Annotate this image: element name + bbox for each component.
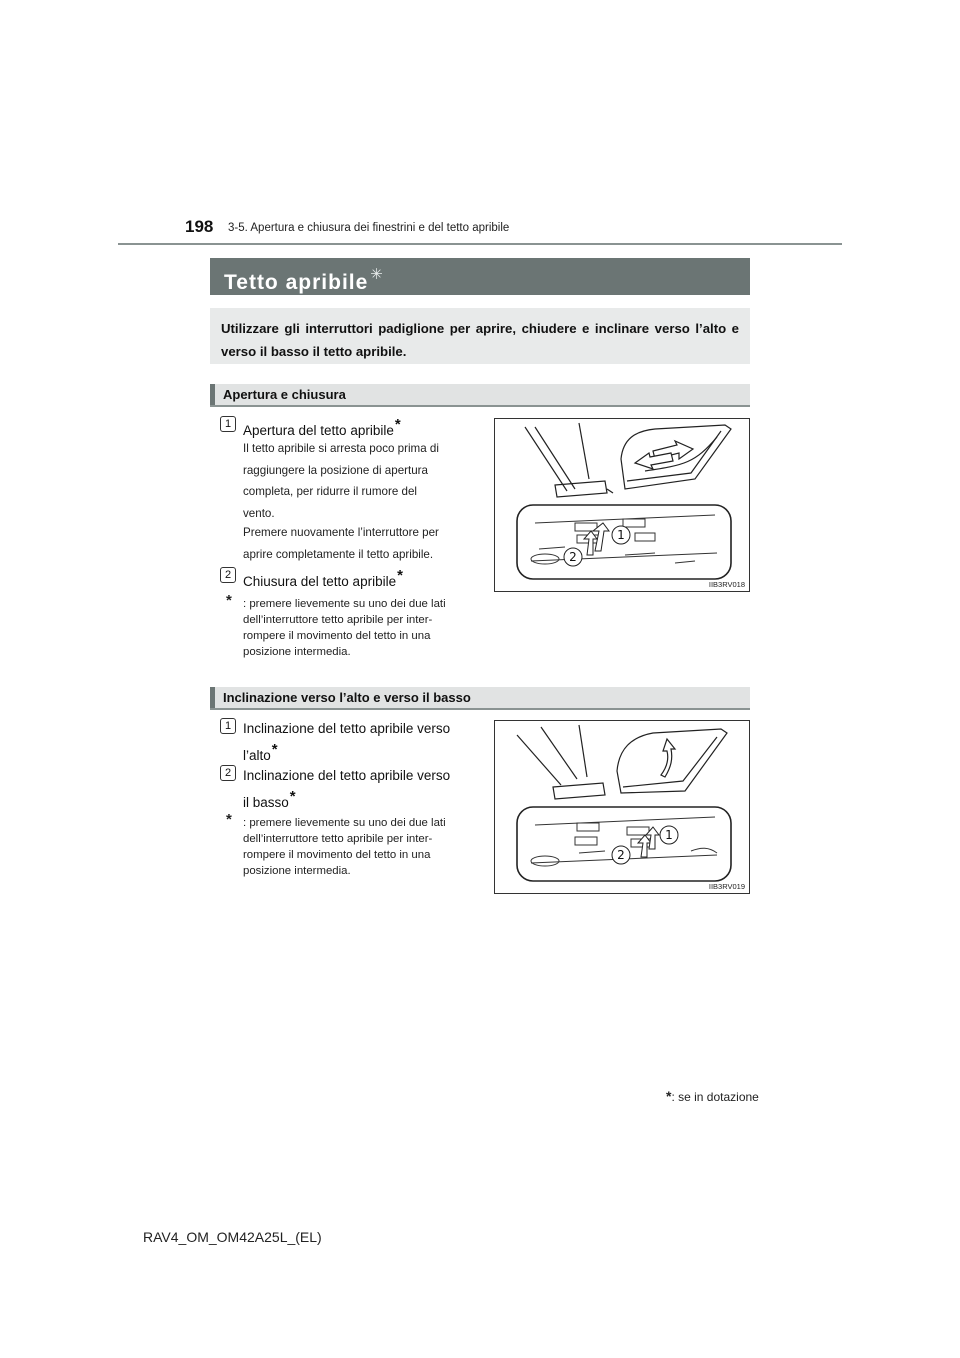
asterisk-icon: * xyxy=(271,741,278,758)
optional-marker-icon: ✳ xyxy=(370,266,384,283)
footnote-line: : premere lievemente su uno dei due lati xyxy=(243,598,446,610)
asterisk-icon: * xyxy=(226,592,232,609)
paragraph-line: completa, per ridurre il rumore del xyxy=(243,485,417,498)
intro-text: Utilizzare gli interruttori padiglione per aprire, chiudere e inclinare verso l’alto e verso il basso il tetto apribile. xyxy=(221,321,739,359)
figure-sunroof-tilt xyxy=(494,720,750,894)
step-label-line: il basso xyxy=(243,795,289,810)
footnote-line: posizione intermedia. xyxy=(243,865,351,877)
paragraph-line: raggiungere la posizione di apertura xyxy=(243,463,428,477)
title-bar xyxy=(210,258,750,295)
section-heading-apertura xyxy=(210,384,750,407)
footer-note-text: : se in dotazione xyxy=(671,1090,759,1104)
section-accent xyxy=(210,384,215,405)
step-badge-2: 2 xyxy=(220,567,236,583)
step-label-chiusura xyxy=(243,567,403,589)
paragraph-line: aprire completamente il tetto apribile. xyxy=(243,547,434,561)
step-label-text: Apertura del tetto apribile xyxy=(243,423,394,438)
step-label-apertura xyxy=(243,416,401,438)
section-heading-label: Apertura e chiusura xyxy=(223,387,346,402)
step-badge-2: 2 xyxy=(220,765,236,781)
asterisk-icon: * xyxy=(666,1088,672,1104)
footnote-line: rompere il movimento del tetto in una xyxy=(243,630,431,642)
asterisk-icon: * xyxy=(289,788,296,805)
callout-1: 1 xyxy=(665,828,673,842)
paragraph-line: Premere nuovamente l’interruttore per xyxy=(243,526,439,539)
callout-2: 2 xyxy=(569,550,577,564)
header-rule xyxy=(118,243,842,245)
step-label-text: Chiusura del tetto apribile xyxy=(243,574,397,589)
step-label-line: Inclinazione del tetto apribile verso xyxy=(243,721,451,736)
footnote-line: : premere lievemente su uno dei due lati xyxy=(243,817,446,829)
section-heading-inclinazione xyxy=(210,687,750,710)
footnote-line: dell’interruttore tetto apribile per inter- xyxy=(243,833,433,845)
paragraph-line: vento. xyxy=(243,506,275,520)
section-heading-label: Inclinazione verso l’alto e verso il basso xyxy=(223,690,471,705)
step-badge-1: 1 xyxy=(220,718,236,734)
section-accent xyxy=(210,687,215,708)
step-label-inclinazione-alto xyxy=(243,718,450,766)
figure-code: IIB3RV019 xyxy=(708,882,745,891)
paragraph-line: Il tetto apribile si arresta poco prima di xyxy=(243,442,439,455)
step-badge-1: 1 xyxy=(220,416,236,432)
paragraph-premere xyxy=(243,522,481,565)
sunroof-tilt-illustration xyxy=(495,721,749,893)
step-label-line: Inclinazione del tetto apribile verso xyxy=(243,768,451,783)
intro-box xyxy=(210,308,750,364)
footnote-1 xyxy=(226,592,481,660)
callout-2: 2 xyxy=(617,848,625,862)
footnote-2 xyxy=(226,811,481,879)
figure-sunroof-open xyxy=(494,418,750,592)
page-title-text: Tetto apribile xyxy=(224,271,369,294)
footer-note xyxy=(666,1088,759,1104)
footnote-line: posizione intermedia. xyxy=(243,646,351,658)
step-label-inclinazione-basso xyxy=(243,765,450,813)
asterisk-icon: * xyxy=(397,567,403,584)
asterisk-icon: * xyxy=(394,416,401,433)
figure-code: IIB3RV018 xyxy=(708,580,745,589)
model-code: RAV4_OM_OM42A25L_(EL) xyxy=(143,1229,322,1245)
footnote-line: dell’interruttore tetto apribile per inter- xyxy=(243,614,433,626)
callout-1: 1 xyxy=(617,528,625,542)
chapter-heading: 3-5. Apertura e chiusura dei finestrini e del tetto apribile xyxy=(228,222,510,234)
page-title xyxy=(224,265,384,295)
footnote-line: rompere il movimento del tetto in una xyxy=(243,849,431,861)
step-label-line: l’alto xyxy=(243,748,271,763)
page-number: 198 xyxy=(185,217,214,236)
asterisk-icon: * xyxy=(226,811,232,828)
paragraph-arresto xyxy=(243,438,481,524)
sunroof-open-illustration xyxy=(495,419,749,591)
